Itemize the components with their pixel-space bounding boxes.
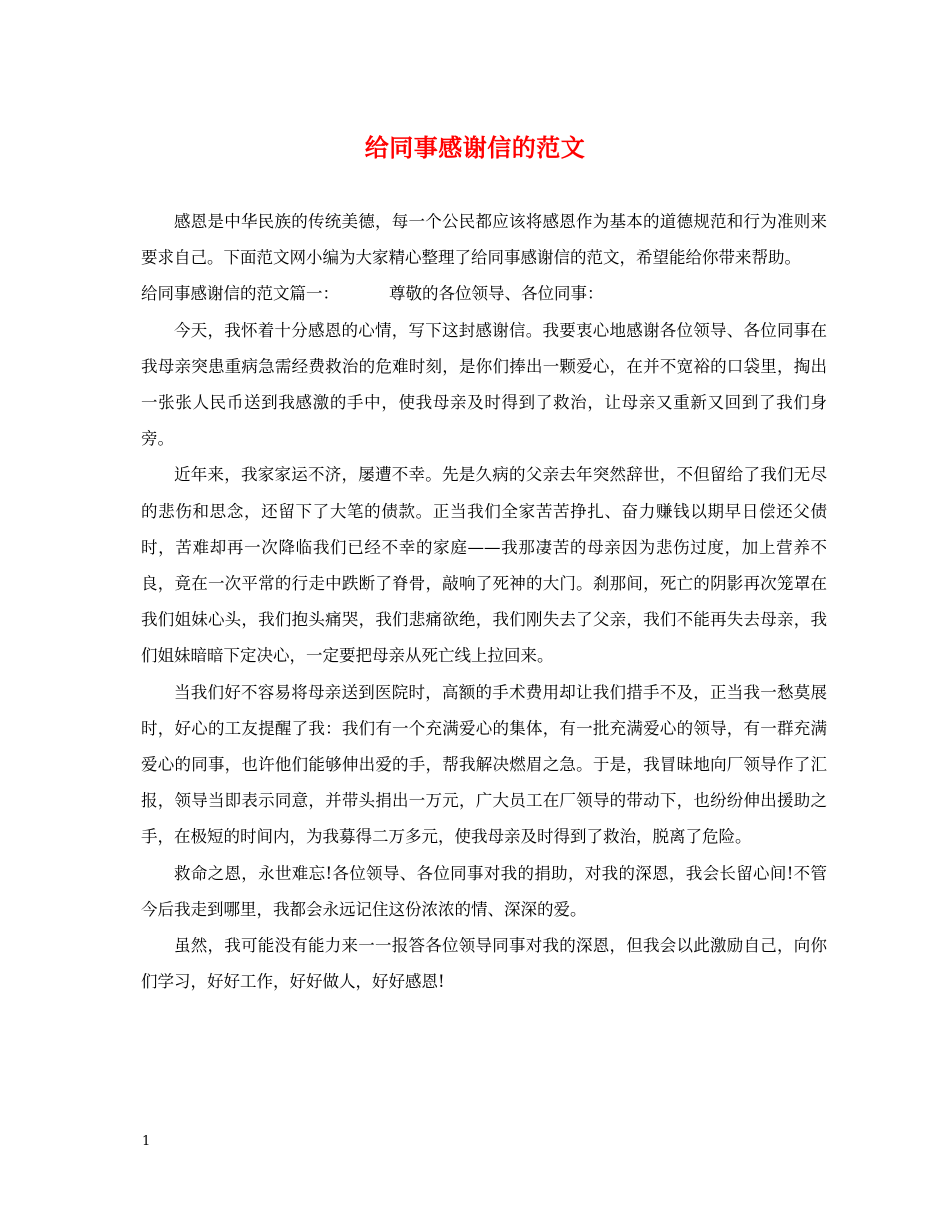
page-number: 1: [142, 1134, 151, 1149]
sample-heading: 给同事感谢信的范文篇一：: [141, 284, 339, 304]
salutation-line: [141, 276, 827, 312]
body-paragraph: 今天，我怀着十分感恩的心情，写下这封感谢信。我要衷心地感谢各位领导、各位同事在我母亲突患重病急需经费救治的危难时刻，是你们捧出一颗爱心，在并不宽裕的口袋里，掏出一张张人民币送到我感激的手中，使我母亲及时得到了救治，让母亲又重新又回到了我们身旁。: [141, 320, 827, 449]
body-paragraph: 虽然，我可能没有能力来一一报答各位领导同事对我的深恩，但我会以此激励自己，向你们学习，好好工作，好好做人，好好感恩!: [141, 936, 827, 992]
body-paragraph: 当我们好不容易将母亲送到医院时，高额的手术费用却让我们措手不及，正当我一愁莫展时，好心的工友提醒了我：我们有一个充满爱心的集体，有一批充满爱心的领导，有一群充满爱心的同事，也许他们能够伸出爱的手，帮我解决燃眉之急。于是，我冒昧地向厂领导作了汇报，领导当即表示同意，并带头捐出一万元，广大员工在厂领导的带动下，也纷纷伸出援助之手，在极短的时间内，为我募得二万多元，使我母亲及时得到了救治，脱离了危险。: [141, 682, 827, 847]
body-paragraph: 救命之恩，永世难忘!各位领导、各位同事对我的捐助，对我的深恩，我会长留心间!不管今后我走到哪里，我都会永远记住这份浓浓的情、深深的爱。: [141, 863, 827, 919]
salutation-text: 尊敬的各位领导、各位同事：: [389, 284, 604, 304]
intro-paragraph: 感恩是中华民族的传统美德，每一个公民都应该将感恩作为基本的道德规范和行为准则来要求自己。下面范文网小编为大家精心整理了给同事感谢信的范文，希望能给你带来帮助。: [141, 212, 827, 268]
document-title: 给同事感谢信的范文: [364, 133, 586, 162]
document-body: [141, 204, 827, 1000]
body-paragraph: 近年来，我家家运不济，屡遭不幸。先是久病的父亲去年突然辞世，不但留给了我们无尽的悲伤和思念，还留下了大笔的债款。正当我们全家苦苦挣扎、奋力赚钱以期早日偿还父债时，苦难却再一次降临我们已经不幸的家庭——我那凄苦的母亲因为悲伤过度，加上营养不良，竟在一次平常的行走中跌断了脊骨，敲响了死神的大门。刹那间，死亡的阴影再次笼罩在我们姐妹心头，我们抱头痛哭，我们悲痛欲绝，我们刚失去了父亲，我们不能再失去母亲，我们姐妹暗暗下定决心，一定要把母亲从死亡线上拉回来。: [141, 465, 827, 666]
